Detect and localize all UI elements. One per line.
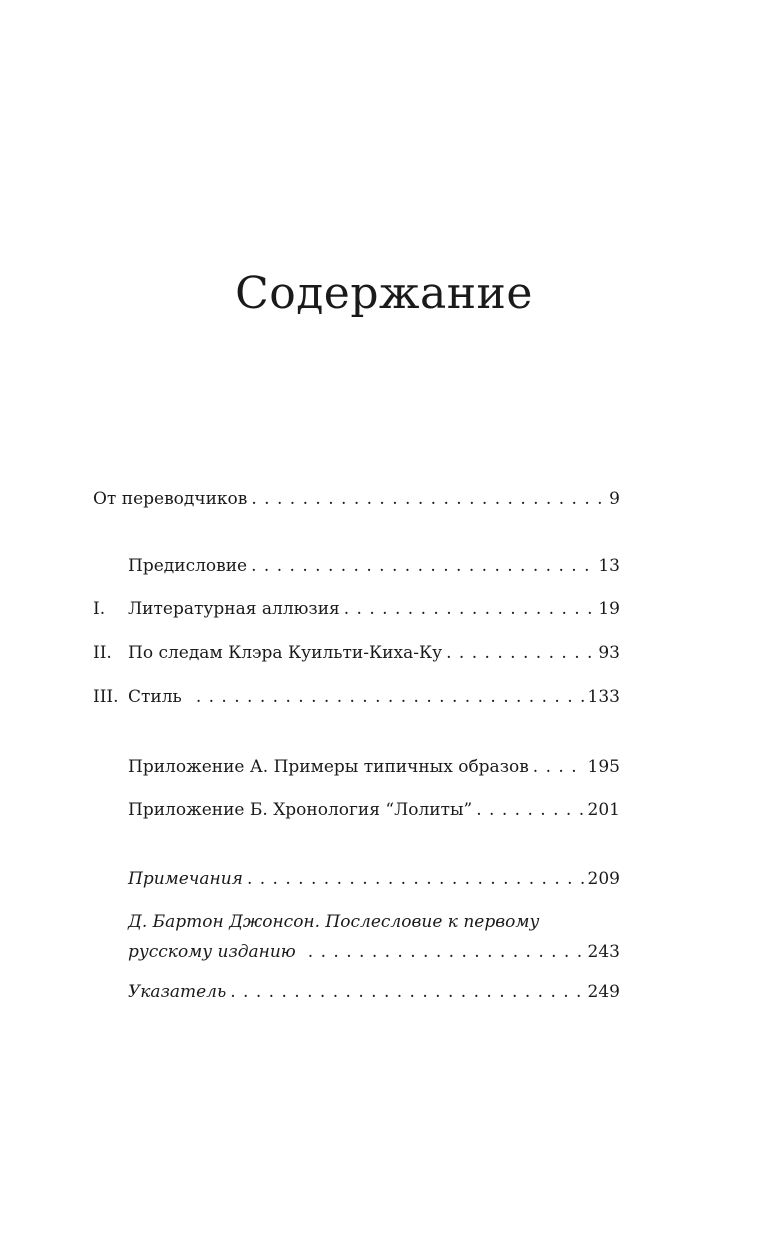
toc-chapter-numeral: III. (93, 687, 119, 707)
toc-chapter-numeral: II. (93, 643, 112, 663)
toc-entry-label: Приложение А. Примеры типичных образов (128, 757, 529, 777)
toc-entry-label: Приложение Б. Хронология “Лолиты” (128, 800, 473, 820)
toc-leader-dots (196, 686, 584, 708)
toc-page-number: 133 (587, 687, 620, 707)
toc-leader-dots (476, 799, 583, 821)
toc-entry-appendix-a[interactable] (128, 756, 620, 778)
toc-entry-afterword[interactable] (128, 911, 620, 963)
toc-entry-notes[interactable] (128, 868, 620, 890)
toc-entry-chapter-2[interactable] (93, 642, 620, 664)
toc-leader-dots (446, 642, 594, 664)
toc-entry-chapter-1[interactable] (93, 598, 620, 620)
toc-leader-dots (230, 981, 583, 1003)
toc-entry-label: От переводчиков (93, 489, 248, 509)
toc-leader-dots (251, 488, 605, 510)
page-title: Содержание (235, 268, 533, 319)
toc-leader-dots (344, 598, 595, 620)
toc-entry-appendix-b[interactable] (128, 799, 620, 821)
toc-page-number: 93 (598, 643, 620, 663)
toc-entry-label-line2: русскому изданию (128, 942, 296, 962)
toc-page-number: 9 (609, 489, 620, 509)
toc-entry-label: Указатель (128, 982, 227, 1002)
toc-entry-label: Стиль (128, 687, 182, 707)
toc-leader-dots (308, 941, 584, 963)
toc-page-number: 201 (587, 800, 620, 820)
toc-page-number: 13 (598, 556, 620, 576)
toc-entry-index[interactable] (128, 981, 620, 1003)
toc-entry-label: Предисловие (128, 556, 248, 576)
toc-page-number: 19 (598, 599, 620, 619)
toc-entry-line2 (128, 941, 620, 963)
toc-leader-dots (247, 868, 584, 890)
toc-entry-label: Литературная аллюзия (128, 599, 340, 619)
toc-page-number: 243 (587, 942, 620, 962)
toc-chapter-numeral: I. (93, 599, 106, 619)
toc-entry-label: По следам Клэра Куильти-Киха-Ку (128, 643, 443, 663)
toc-entry-label: Примечания (128, 869, 243, 889)
toc-page-number: 195 (587, 757, 620, 777)
toc-entry-label-line1: Д. Бартон Джонсон. Послесловие к первому (128, 912, 540, 932)
toc-page-number: 209 (587, 869, 620, 889)
toc-leader-dots (533, 756, 584, 778)
toc-entry-translators[interactable] (93, 488, 620, 510)
toc-page-number: 249 (587, 982, 620, 1002)
toc-leader-dots (251, 555, 594, 577)
toc-entry-preface[interactable] (128, 555, 620, 577)
toc-entry-chapter-3[interactable] (93, 686, 620, 708)
